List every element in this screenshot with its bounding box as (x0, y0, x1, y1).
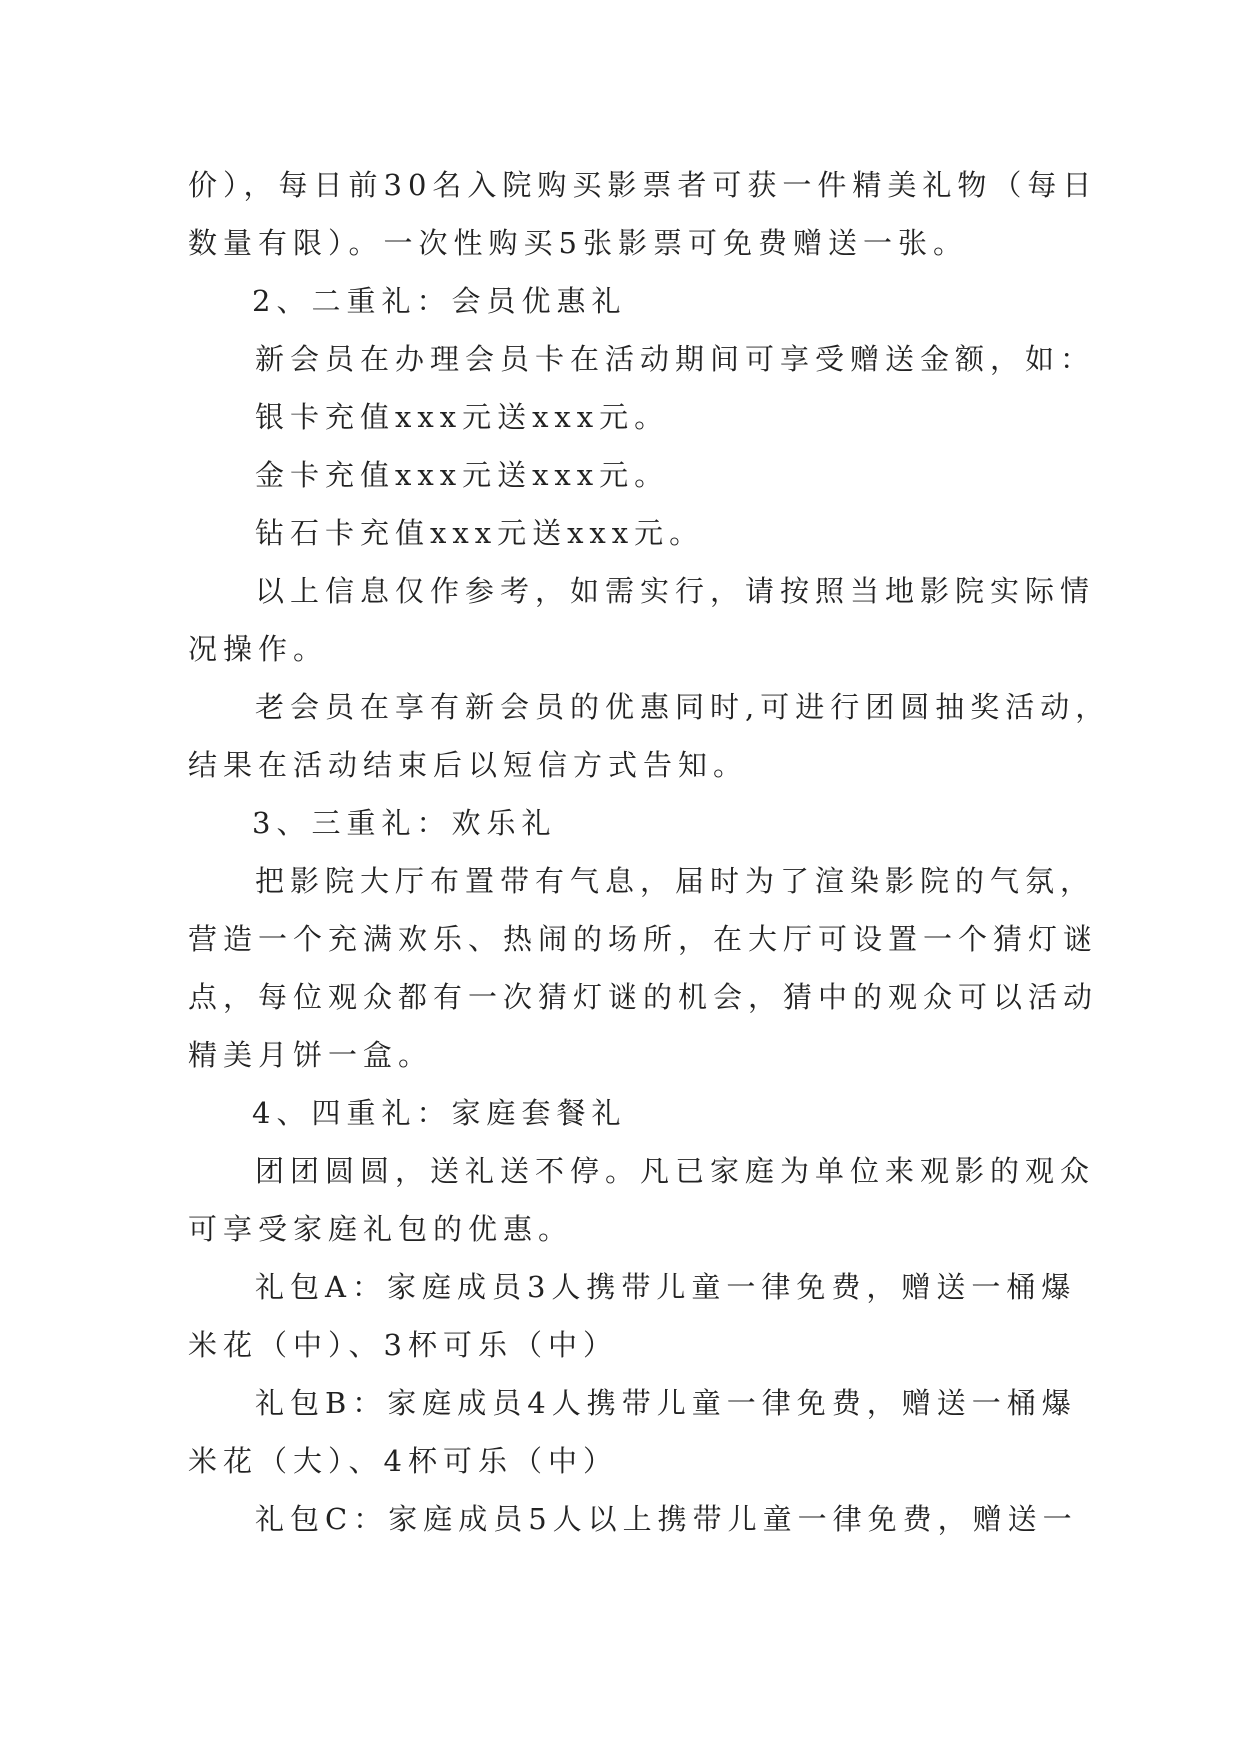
text-line: 况操作。 (188, 632, 329, 666)
text-line: 价），每日前30名入院购买影票者可获一件精美礼物（每日 (188, 168, 1098, 202)
text-line: 新会员在办理会员卡在活动期间可享受赠送金额，如： (255, 342, 1096, 376)
text-line: 点，每位观众都有一次猜灯谜的机会，猜中的观众可以活动 (188, 980, 1099, 1014)
text-line: 米花（大）、4杯可乐（中） (188, 1444, 618, 1478)
text-line: 银卡充值xxx元送xxx元。 (255, 400, 670, 434)
text-line: 精美月饼一盒。 (188, 1038, 434, 1072)
text-line: 团团圆圆，送礼送不停。凡已家庭为单位来观影的观众 (255, 1154, 1096, 1188)
text-line: 可享受家庭礼包的优惠。 (188, 1212, 574, 1246)
text-line: 礼包A：家庭成员3人携带儿童一律免费，赠送一桶爆 (255, 1270, 1077, 1304)
text-line: 数量有限）。一次性购买5张影票可免费赠送一张。 (188, 226, 968, 260)
text-line: 把影院大厅布置带有气息，届时为了渲染影院的气氛， (255, 864, 1096, 898)
text-line: 金卡充值xxx元送xxx元。 (255, 458, 670, 492)
text-line: 钻石卡充值xxx元送xxx元。 (255, 516, 705, 550)
text-line: 老会员在享有新会员的优惠同时,可进行团圆抽奖活动， (255, 690, 1111, 724)
section-heading: 2、二重礼：会员优惠礼 (252, 284, 627, 318)
text-line: 米花（中）、3杯可乐（中） (188, 1328, 618, 1362)
text-line: 以上信息仅作参考，如需实行，请按照当地影院实际情 (255, 574, 1096, 608)
text-line: 礼包C：家庭成员5人以上携带儿童一律免费，赠送一 (255, 1502, 1078, 1536)
text-line: 结果在活动结束后以短信方式告知。 (188, 748, 749, 782)
text-line: 营造一个充满欢乐、热闹的场所，在大厅可设置一个猜灯谜 (188, 922, 1099, 956)
section-heading: 3、三重礼：欢乐礼 (252, 806, 557, 840)
section-heading: 4、四重礼：家庭套餐礼 (252, 1096, 627, 1130)
text-line: 礼包B：家庭成员4人携带儿童一律免费，赠送一桶爆 (255, 1386, 1077, 1420)
